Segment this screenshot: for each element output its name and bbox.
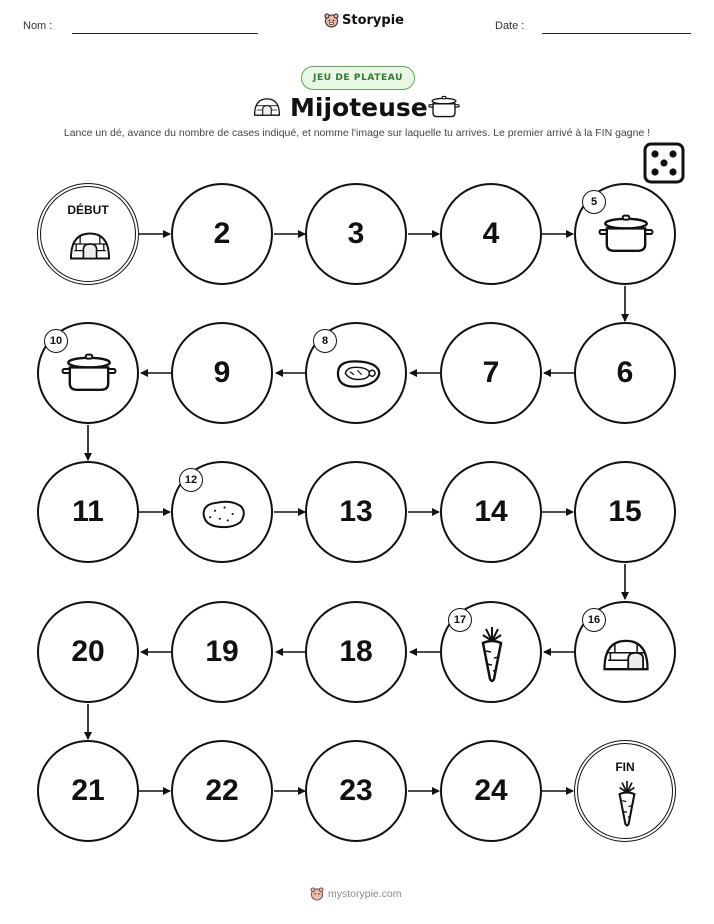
brand-name: Storypie xyxy=(342,13,404,28)
cell-number: 23 xyxy=(339,774,373,807)
game-badge: JEU DE PLATEAU xyxy=(301,66,415,90)
date-label: Date : xyxy=(495,20,525,32)
board-cell xyxy=(37,601,139,703)
instructions: Lance un dé, avance du nombre de cases indiqué, et nomme l'image sur laquelle tu arrives. Le premier arrivé à la FIN gagne ! xyxy=(63,127,651,139)
cell-number: 3 xyxy=(347,217,365,250)
board-cell xyxy=(305,740,407,842)
cell-number: 11 xyxy=(72,495,104,528)
cell-number: 9 xyxy=(213,356,231,389)
finish-cell xyxy=(574,740,676,842)
cell-number: 21 xyxy=(71,774,105,807)
cell-number: 18 xyxy=(339,635,373,668)
board-cell xyxy=(574,461,676,563)
carrot-icon xyxy=(613,780,641,828)
board-cell xyxy=(440,461,542,563)
cell-number: 4 xyxy=(482,217,500,250)
board-cell xyxy=(305,183,407,285)
page-title: Mijoteuse xyxy=(290,93,428,122)
pot-icon xyxy=(61,352,117,394)
cell-badge: 5 xyxy=(582,190,606,214)
board-cell xyxy=(171,322,273,424)
board-cell xyxy=(171,183,273,285)
carrot-icon xyxy=(475,627,509,683)
board-cell xyxy=(305,461,407,563)
board-cell xyxy=(37,740,139,842)
start-cell xyxy=(37,183,139,285)
potato-icon xyxy=(199,497,247,531)
steak-icon xyxy=(332,356,384,392)
cell-number: 13 xyxy=(339,495,373,528)
cell-number: 14 xyxy=(474,495,508,528)
board-cell xyxy=(440,322,542,424)
board-cell xyxy=(574,322,676,424)
cell-number: 22 xyxy=(205,774,239,807)
cell-number: 6 xyxy=(616,356,634,389)
cell-number: 24 xyxy=(474,774,508,807)
board-cell xyxy=(305,601,407,703)
igloo-icon xyxy=(67,227,113,265)
board-cell xyxy=(440,183,542,285)
start-label: DÉBUT xyxy=(67,203,109,217)
cell-badge: 16 xyxy=(582,608,606,632)
cell-number: 2 xyxy=(213,217,231,250)
board-cell xyxy=(440,740,542,842)
pot-icon xyxy=(598,213,654,255)
footer-url[interactable]: mystorypie.com xyxy=(328,888,402,900)
cell-badge: 10 xyxy=(44,329,68,353)
board-cell xyxy=(171,740,273,842)
cell-badge: 17 xyxy=(448,608,472,632)
igloo-icon xyxy=(600,635,652,675)
footer xyxy=(310,887,402,901)
name-label: Nom : xyxy=(23,20,53,32)
cell-number: 7 xyxy=(482,356,500,389)
cell-number: 15 xyxy=(608,495,642,528)
cell-badge: 8 xyxy=(313,329,337,353)
finish-label: FIN xyxy=(615,760,635,774)
cell-number: 20 xyxy=(71,635,105,668)
cell-number: 19 xyxy=(205,635,239,668)
board-cell xyxy=(171,601,273,703)
board-cell xyxy=(37,461,139,563)
cell-badge: 12 xyxy=(179,468,203,492)
storypie-mascot-icon xyxy=(310,887,324,901)
